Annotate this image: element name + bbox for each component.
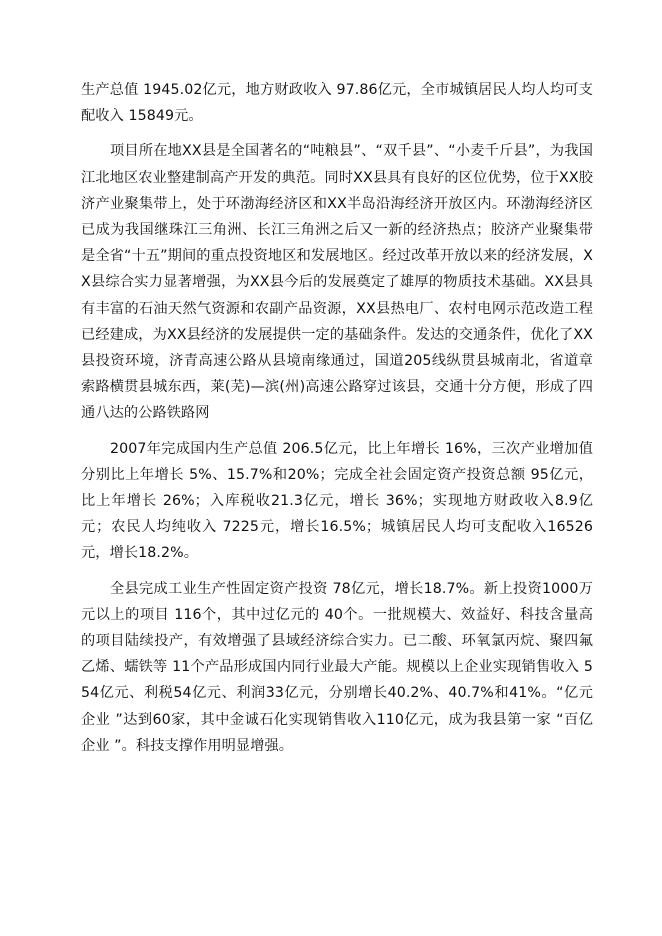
paragraph-spacing	[81, 129, 593, 138]
paragraph-project-location: 项目所在地XX县是全国著名的“吨粮县”、“双千县”、“小麦千斤县”，为我国江北地区农业整建制高产开发的典范。同时XX县具有良好的区位优势，位于XX胶济产业聚集带上，处于环渤海经济区和XX半岛沿海经济开放区内。环渤海经济区已成为我国继珠江三角洲、长江三角洲之后又一新的经济热点；胶济产业聚集带是全省“十五”期间的重点投资地区和发展地区。经过改革开放以来的经济发展，XX县综合实力显著增强，为XX县今后的发展奠定了雄厚的物质技术基础。XX县具有丰富的石油天然气资源和农副产品资源，XX县热电厂、农村电网示范改造工程已经建成，为XX县经济的发展提供一定的基础条件。发达的交通条件，优化了XX县投资环境，济青高速公路从县境南缘通过，国道205线纵贯县城南北，省道章索路横贯县城东西，莱(芜)—滨(州)高速公路穿过该县，交通十分方便，形成了四通八达的公路铁路网	[81, 143, 593, 422]
paragraph-spacing	[81, 427, 593, 436]
body-text	[81, 77, 593, 759]
paragraph-2007-economy: 2007年完成国内生产总值 206.5亿元，比上年增长 16%，三次产业增加值分别比上年增长 5%、15.7%和20%；完成全社会固定资产投资总额 95亿元，比上年增长 26%；入库税收21.3亿元，增长 36%；实现地方财政收入8.9亿元；农民人均纯收入 7225元，增长16.5%；城镇居民人均可支配收入16526元，增长18.2%。	[81, 440, 593, 562]
paragraph-spacing	[81, 567, 593, 576]
paragraph-industrial-investment: 全县完成工业生产性固定资产投资 78亿元，增长18.7%。新上投资1000万元以上的项目 116个，其中过亿元的 40个。一批规模大、效益好、科技含量高的项目陆续投产，有效增强了县域经济综合实力。已二酸、环氧氯丙烷、聚四氟乙烯、蠕铁等 11个产品形成国内同行业最大产能。规模以上企业实现销售收入 554亿元、利税54亿元、利润33亿元，分别增长40.2%、40.7%和41%。“亿元企业 ”达到60家，其中金诚石化实现销售收入110亿元，成为我县第一家 “百亿企业 ”。科技支撑作用明显增强。	[81, 580, 593, 754]
paragraph-gdp-summary: 生产总值 1945.02亿元，地方财政收入 97.86亿元，全市城镇居民人均人均可支配收入 15849元。	[81, 82, 593, 125]
